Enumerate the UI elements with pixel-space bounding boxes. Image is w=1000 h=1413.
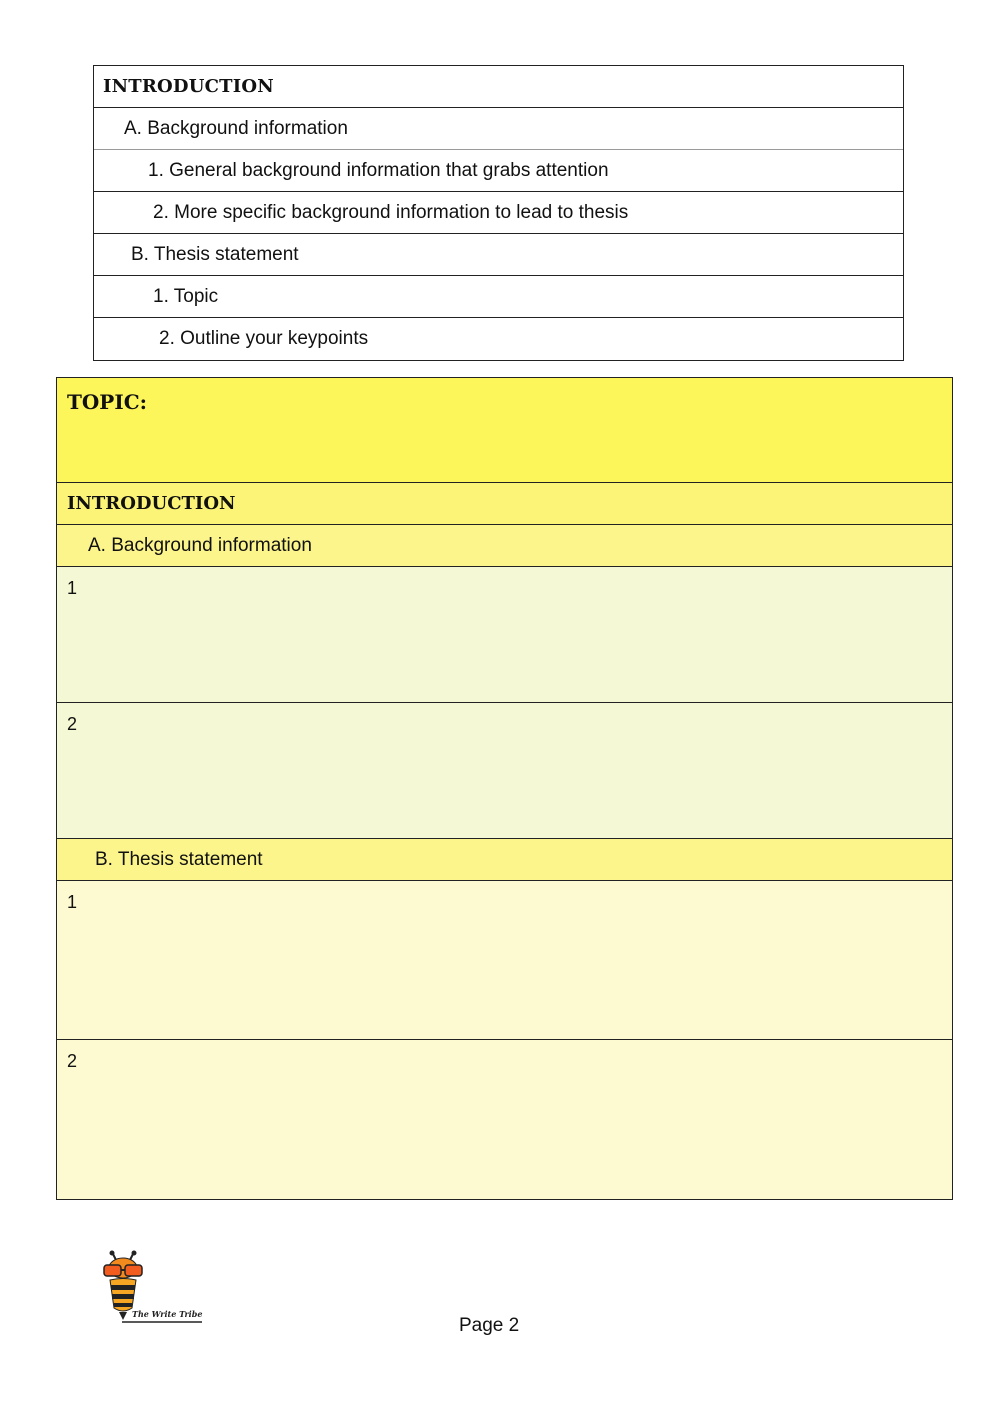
outline-row bbox=[94, 276, 903, 318]
introduction-row bbox=[57, 483, 952, 525]
outline-item-background: A. Background information bbox=[124, 117, 348, 139]
worksheet-table bbox=[56, 377, 953, 1200]
outline-row bbox=[94, 192, 903, 234]
thesis-answer-field-2[interactable] bbox=[57, 1040, 952, 1199]
background-section-row bbox=[57, 525, 952, 567]
background-section-label: A. Background information bbox=[88, 534, 312, 556]
introduction-label: INTRODUCTION bbox=[67, 493, 236, 514]
outline-item-specific-background: 2. More specific background information to lead to thesis bbox=[153, 201, 629, 223]
thesis-section-label: B. Thesis statement bbox=[95, 848, 263, 870]
topic-label: TOPIC: bbox=[67, 390, 147, 414]
topic-field[interactable] bbox=[57, 378, 952, 483]
outline-item-general-background: 1. General background information that grabs attention bbox=[148, 159, 609, 181]
thesis-section-row bbox=[57, 839, 952, 881]
background-answer-field-2[interactable] bbox=[57, 703, 952, 839]
outline-item-thesis: B. Thesis statement bbox=[131, 243, 299, 265]
outline-item-keypoints: 2. Outline your keypoints bbox=[159, 328, 369, 349]
logo-text: The Write Tribe bbox=[132, 1309, 203, 1319]
page-number: Page 2 bbox=[459, 1315, 520, 1336]
thesis-answer-field-1[interactable] bbox=[57, 881, 952, 1040]
bee-logo bbox=[98, 1250, 208, 1328]
row-number: 2 bbox=[67, 1051, 78, 1071]
outline-item-topic: 1. Topic bbox=[153, 285, 219, 307]
outline-table bbox=[93, 65, 904, 361]
row-number: 1 bbox=[67, 578, 78, 598]
outline-heading: INTRODUCTION bbox=[103, 76, 274, 97]
outline-row bbox=[94, 108, 903, 150]
row-number: 2 bbox=[67, 714, 78, 734]
outline-row bbox=[94, 318, 903, 360]
background-answer-field-1[interactable] bbox=[57, 567, 952, 703]
outline-row bbox=[94, 234, 903, 276]
outline-heading-row bbox=[94, 66, 903, 108]
outline-row bbox=[94, 150, 903, 192]
row-number: 1 bbox=[67, 892, 78, 912]
